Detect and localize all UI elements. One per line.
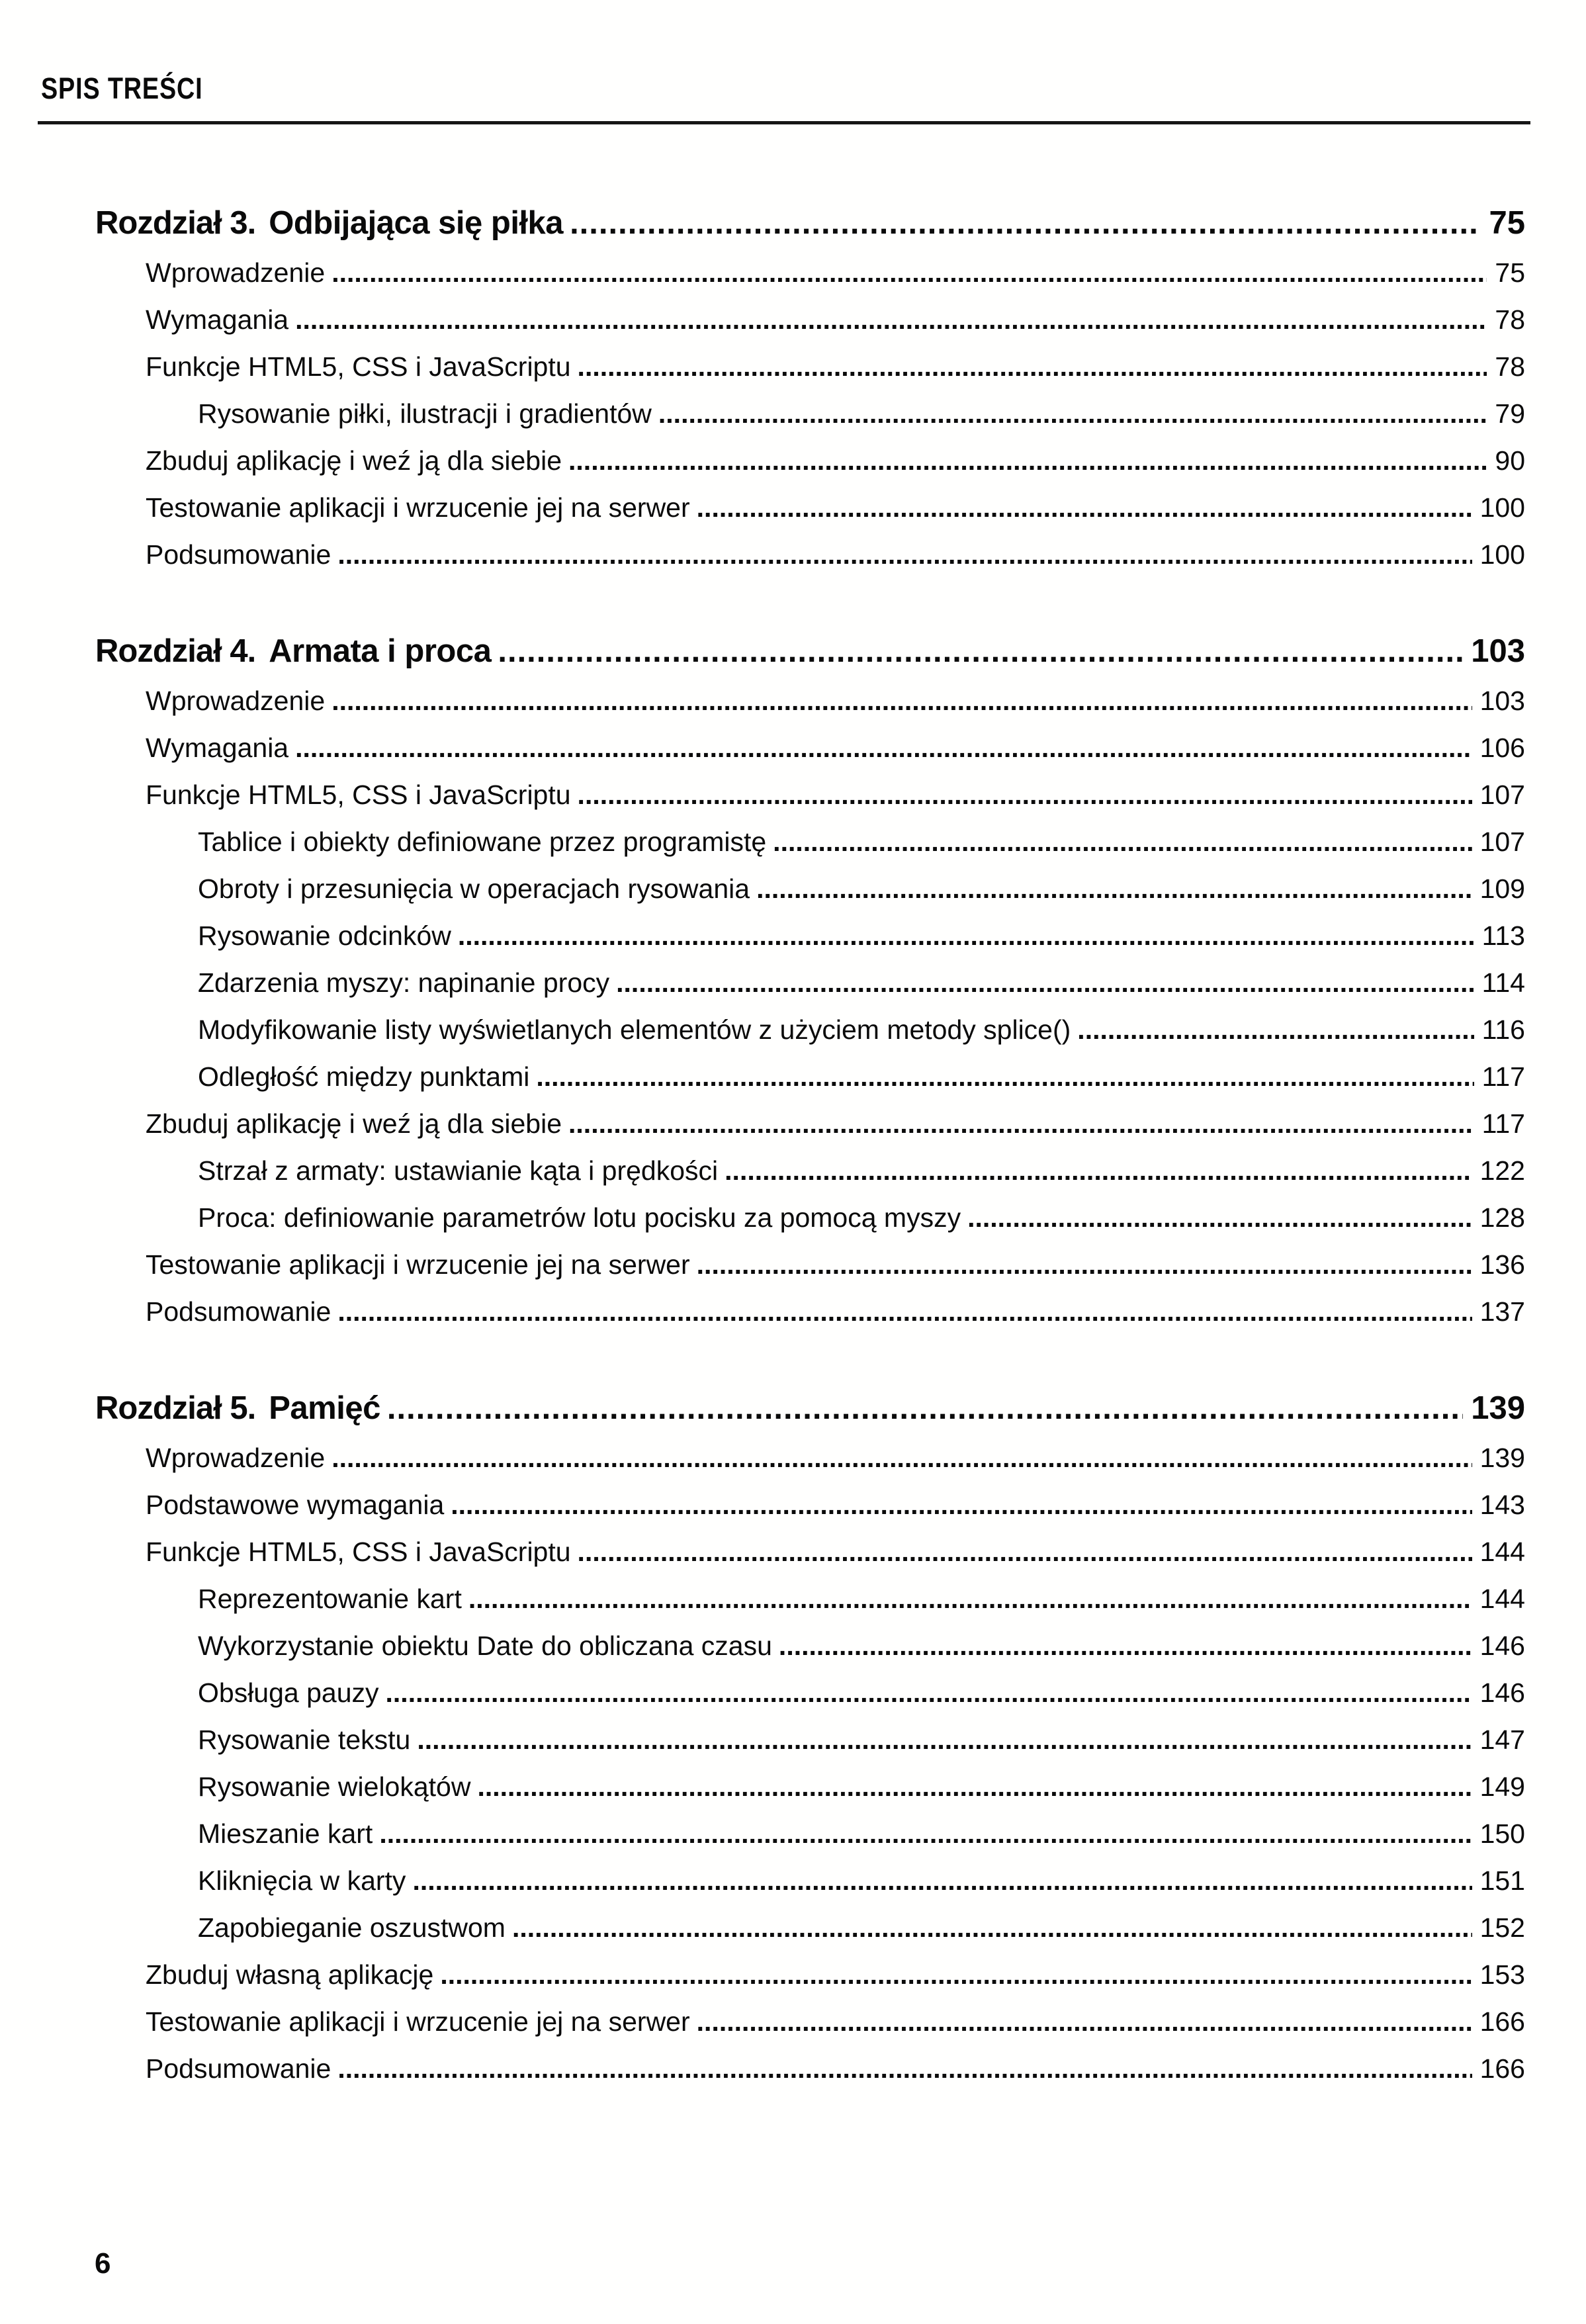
toc-entry-page-number: 113 — [1481, 920, 1525, 951]
dot-leader — [468, 1576, 1472, 1623]
toc-entry-page-number: 122 — [1479, 1155, 1525, 1186]
toc-entry-title: Zapobieganie oszustwom — [198, 1912, 506, 1943]
toc-entry-row — [146, 678, 1525, 725]
dot-leader — [295, 725, 1472, 772]
toc-entry-row — [198, 960, 1525, 1006]
toc-entry-page-number: 79 — [1495, 398, 1525, 429]
toc-entry-title: Obsługa pauzy — [198, 1677, 379, 1708]
toc-entry-title: Rysowanie tekstu — [198, 1724, 411, 1755]
page-number-folio: 6 — [95, 2247, 111, 2280]
running-head-title: SPIS TREŚCI — [41, 71, 203, 105]
chapter-section — [95, 197, 1525, 578]
toc-entry-title: Odległość między punktami — [198, 1061, 530, 1092]
chapter-section — [95, 625, 1525, 1335]
toc-entry-title: Wymagania — [146, 304, 289, 335]
toc-entry-page-number: 166 — [1479, 2053, 1525, 2084]
toc-entry-title: Testowanie aplikacji i wrzucenie jej na serwer — [146, 2006, 690, 2037]
toc-entry-page-number: 116 — [1481, 1014, 1525, 1045]
dot-leader — [697, 1998, 1472, 2045]
toc-entry-row — [146, 1482, 1525, 1529]
dot-leader — [578, 343, 1487, 390]
toc-entry-title: Proca: definiowanie parametrów lotu pocisku za pomocą myszy — [198, 1202, 961, 1233]
toc-entry-row — [198, 1576, 1525, 1623]
toc-entry-title: Zbuduj aplikację i weź ją dla siebie — [146, 1108, 562, 1139]
toc-entry-title: Rysowanie wielokątów — [198, 1771, 471, 1802]
chapter-entries — [95, 678, 1525, 1335]
toc-entry-page-number: 147 — [1479, 1724, 1525, 1755]
toc-entry-page-number: 109 — [1479, 873, 1525, 904]
dot-leader — [387, 1382, 1463, 1435]
toc-entry-row — [146, 1100, 1525, 1147]
dot-leader — [568, 437, 1487, 484]
chapter-page-number: 75 — [1489, 205, 1525, 241]
toc-entry-page-number: 75 — [1495, 257, 1525, 288]
toc-entry-row — [146, 772, 1525, 819]
toc-entry-title: Wymagania — [146, 733, 289, 763]
toc-entry-row — [198, 390, 1525, 437]
toc-entry-title: Rysowanie piłki, ilustracji i gradientów — [198, 398, 652, 429]
chapter-label: Rozdział 3. — [95, 205, 256, 241]
toc-entry-page-number: 78 — [1495, 351, 1525, 382]
toc-entry-title: Wprowadzenie — [146, 686, 326, 716]
toc-entry-row — [198, 1670, 1525, 1717]
toc-entry-row — [146, 1241, 1525, 1288]
chapter-entries — [95, 1435, 1525, 2092]
toc-entry-title: Testowanie aplikacji i wrzucenie jej na serwer — [146, 1249, 690, 1280]
dot-leader — [568, 1100, 1474, 1147]
toc-entry-title: Rysowanie odcinków — [198, 920, 451, 951]
dot-leader — [417, 1717, 1472, 1764]
toc-entry-page-number: 128 — [1479, 1202, 1525, 1233]
toc-entry-page-number: 139 — [1479, 1443, 1525, 1473]
chapter-label: Rozdział 5. — [95, 1390, 256, 1426]
toc-entry-page-number: 107 — [1479, 780, 1525, 810]
toc-entry-page-number: 106 — [1479, 733, 1525, 763]
dot-leader — [440, 1951, 1472, 1998]
toc-entry-title: Podsumowanie — [146, 1296, 331, 1327]
toc-entry-row — [146, 1951, 1525, 1998]
toc-entry-row — [146, 484, 1525, 531]
toc-entry-row — [146, 1529, 1525, 1576]
toc-entry-page-number: 152 — [1479, 1912, 1525, 1943]
dot-leader — [697, 1241, 1472, 1288]
dot-leader — [412, 1857, 1472, 1904]
header-rule — [38, 121, 1530, 124]
dot-leader — [616, 960, 1474, 1006]
toc-entry-page-number: 117 — [1481, 1108, 1525, 1139]
toc-entry-page-number: 151 — [1479, 1865, 1525, 1896]
toc-entry-title: Mieszanie kart — [198, 1818, 373, 1849]
dot-leader — [773, 819, 1472, 866]
toc-entry-page-number: 107 — [1479, 827, 1525, 857]
toc-entry-row — [146, 437, 1525, 484]
dot-leader — [337, 531, 1472, 578]
dot-leader — [331, 249, 1487, 296]
chapter-heading-row — [95, 1382, 1525, 1435]
toc-entry-row — [198, 1147, 1525, 1194]
toc-entry-row — [198, 1904, 1525, 1951]
toc-entry-row — [198, 1764, 1525, 1810]
toc-entry-row — [198, 913, 1525, 960]
dot-leader — [578, 1529, 1472, 1576]
dot-leader — [379, 1810, 1472, 1857]
toc-entry-page-number: 137 — [1479, 1296, 1525, 1327]
chapter-title: Pamięć — [269, 1390, 380, 1426]
toc-entry-row — [198, 1194, 1525, 1241]
toc-entry-title: Modyfikowanie listy wyświetlanych elementów z użyciem metody splice() — [198, 1014, 1071, 1045]
toc-entry-title: Obroty i przesunięcia w operacjach rysowania — [198, 873, 750, 904]
toc-entry-page-number: 143 — [1479, 1490, 1525, 1520]
toc-entry-row — [198, 1810, 1525, 1857]
toc-entry-title: Podstawowe wymagania — [146, 1490, 445, 1520]
dot-leader — [578, 772, 1472, 819]
toc-entry-title: Strzał z armaty: ustawianie kąta i prędkości — [198, 1155, 719, 1186]
toc-entry-page-number: 90 — [1495, 445, 1525, 476]
chapter-page-number: 139 — [1471, 1390, 1525, 1426]
toc-entry-row — [198, 866, 1525, 913]
dot-leader — [570, 197, 1481, 249]
toc-entry-page-number: 146 — [1479, 1631, 1525, 1661]
toc-entry-page-number: 153 — [1479, 1959, 1525, 1990]
dot-leader — [477, 1764, 1472, 1810]
toc-entry-title: Tablice i obiekty definiowane przez programistę — [198, 827, 767, 857]
toc-entry-row — [146, 2045, 1525, 2092]
chapter-label: Rozdział 4. — [95, 633, 256, 669]
toc-entry-row — [198, 1006, 1525, 1053]
dot-leader — [967, 1194, 1472, 1241]
chapter-title: Armata i proca — [269, 633, 492, 669]
dot-leader — [451, 1482, 1472, 1529]
table-of-contents — [95, 197, 1525, 2092]
toc-entry-title: Zbuduj własną aplikację — [146, 1959, 434, 1990]
dot-leader — [337, 1288, 1472, 1335]
toc-entry-page-number: 78 — [1495, 304, 1525, 335]
toc-entry-title: Funkcje HTML5, CSS i JavaScriptu — [146, 351, 571, 382]
chapter-entries — [95, 249, 1525, 578]
toc-entry-row — [198, 1623, 1525, 1670]
dot-leader — [331, 1435, 1472, 1482]
toc-entry-title: Kliknięcia w karty — [198, 1865, 406, 1896]
chapter-title: Odbijająca się piłka — [269, 205, 564, 241]
toc-entry-title: Wprowadzenie — [146, 257, 326, 288]
toc-entry-row — [146, 1998, 1525, 2045]
dot-leader — [337, 2045, 1472, 2092]
toc-entry-page-number: 144 — [1479, 1537, 1525, 1567]
toc-entry-page-number: 100 — [1479, 492, 1525, 523]
toc-entry-page-number: 114 — [1481, 967, 1525, 998]
toc-entry-title: Podsumowanie — [146, 539, 331, 570]
chapter-section — [95, 1382, 1525, 2092]
chapter-page-number: 103 — [1471, 633, 1525, 669]
toc-entry-row — [198, 819, 1525, 866]
toc-entry-page-number: 144 — [1479, 1584, 1525, 1614]
dot-leader — [725, 1147, 1472, 1194]
toc-entry-row — [146, 1435, 1525, 1482]
dot-leader — [331, 678, 1472, 725]
toc-entry-page-number: 149 — [1479, 1771, 1525, 1802]
dot-leader — [498, 625, 1463, 678]
toc-entry-row — [146, 343, 1525, 390]
chapter-heading-row — [95, 625, 1525, 678]
dot-leader — [536, 1053, 1474, 1100]
toc-entry-title: Wprowadzenie — [146, 1443, 326, 1473]
chapter-heading-row — [95, 197, 1525, 249]
toc-entry-title: Podsumowanie — [146, 2053, 331, 2084]
toc-entry-row — [146, 296, 1525, 343]
toc-entry-row — [198, 1053, 1525, 1100]
dot-leader — [1077, 1006, 1474, 1053]
dot-leader — [386, 1670, 1472, 1717]
toc-entry-page-number: 117 — [1481, 1061, 1525, 1092]
dot-leader — [697, 484, 1472, 531]
toc-entry-page-number: 166 — [1479, 2006, 1525, 2037]
toc-entry-page-number: 100 — [1479, 539, 1525, 570]
toc-entry-row — [146, 249, 1525, 296]
toc-entry-title: Testowanie aplikacji i wrzucenie jej na serwer — [146, 492, 690, 523]
toc-entry-row — [146, 1288, 1525, 1335]
dot-leader — [779, 1623, 1472, 1670]
toc-entry-row — [146, 725, 1525, 772]
dot-leader — [756, 866, 1472, 913]
toc-entry-title: Zbuduj aplikację i weź ją dla siebie — [146, 445, 562, 476]
toc-entry-page-number: 150 — [1479, 1818, 1525, 1849]
toc-entry-title: Wykorzystanie obiektu Date do obliczana czasu — [198, 1631, 772, 1661]
toc-entry-page-number: 146 — [1479, 1677, 1525, 1708]
toc-entry-title: Funkcje HTML5, CSS i JavaScriptu — [146, 1537, 571, 1567]
toc-entry-title: Funkcje HTML5, CSS i JavaScriptu — [146, 780, 571, 810]
dot-leader — [658, 390, 1487, 437]
dot-leader — [512, 1904, 1472, 1951]
dot-leader — [295, 296, 1487, 343]
toc-entry-page-number: 103 — [1479, 686, 1525, 716]
toc-entry-page-number: 136 — [1479, 1249, 1525, 1280]
toc-entry-row — [198, 1717, 1525, 1764]
toc-entry-row — [198, 1857, 1525, 1904]
toc-entry-row — [146, 531, 1525, 578]
toc-entry-title: Reprezentowanie kart — [198, 1584, 462, 1614]
toc-entry-title: Zdarzenia myszy: napinanie procy — [198, 967, 610, 998]
dot-leader — [458, 913, 1474, 960]
